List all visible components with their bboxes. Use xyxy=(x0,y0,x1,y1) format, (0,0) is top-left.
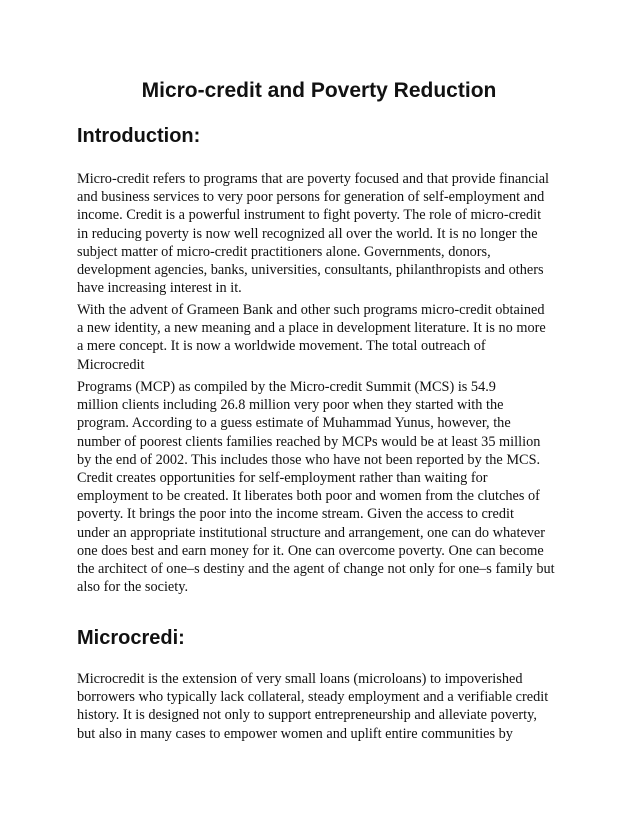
intro-paragraph-2: With the advent of Grameen Bank and other such programs micro-credit obtained a new identity, a new meaning and a place in development literature. It is no more a mere concept. It is now a worldwide movement. The total outreach of Microcredit xyxy=(77,302,546,373)
microcredit-paragraph-1: Microcredit is the extension of very small loans (microloans) to impoverished borrowers who typically lack collateral, steady employment and a verifiable credit history. It is designed not only to support entrepreneurship and alleviate poverty, but also in many cases to empower women and uplift entire communities by xyxy=(77,671,549,742)
intro-paragraph-1: Micro-credit refers to programs that are poverty focused and that provide financial and business services to very poor persons for generation of self-employment and income. Credit is a powerful instrument to fight poverty. The role of micro-credit in reducing poverty is now well recognized all over the world. It is no longer the subject matter of micro-credit practitioners alone. Governments, donors, development agencies, banks, universities, consultants, philanthropists and others have increasing interest in it. xyxy=(77,171,550,297)
intro-paragraph-3: Programs (MCP) as compiled by the Micro-credit Summit (MCS) is 54.9 million clients including 26.8 million very poor when they started with the program. According to a guess estimate of Muhammad Yunus, however, the number of poorest clients families reached by MCPs would be at least 35 million by the end of 2002. This includes those who have not been reported by the MCS. Credit creates opportunities for self-employment rather than waiting for employment to be created. It liberates both poor and women from the clutches of poverty. It brings the poor into the income stream. Given the access to credit under an appropriate institutional structure and arrangement, one can do whatever one does best and earn money for it. One can overcome poverty. One can become the architect of one–s destiny and the agent of change not only for one–s family but also for the society. xyxy=(77,379,555,596)
section-heading-microcredit: Microcredi: xyxy=(77,627,185,649)
section-heading-introduction: Introduction: xyxy=(77,125,201,147)
document-title: Micro-credit and Poverty Reduction xyxy=(141,79,497,102)
